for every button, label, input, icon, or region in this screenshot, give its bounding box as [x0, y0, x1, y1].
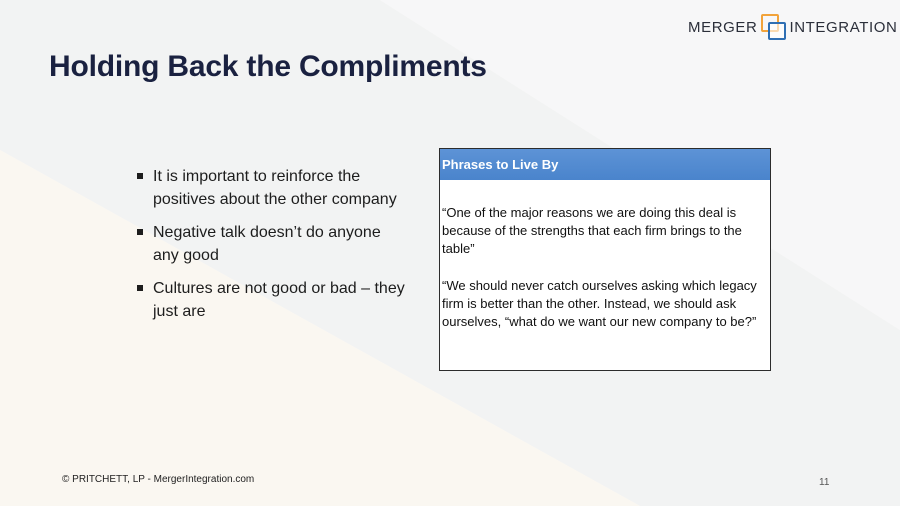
bullet-text: Negative talk doesn’t do anyone any good	[153, 224, 381, 264]
slide-title: Holding Back the Compliments	[49, 50, 487, 83]
bullet-item	[136, 221, 406, 267]
square-bullet-icon	[137, 229, 143, 235]
bullet-item	[136, 165, 406, 211]
bullet-item	[136, 277, 406, 323]
phrases-box	[439, 148, 771, 371]
bullet-list	[136, 165, 406, 333]
phrases-box-header: Phrases to Live By	[440, 149, 770, 180]
square-bullet-icon	[137, 173, 143, 179]
logo-integration-text: INTEGRATION	[789, 18, 898, 36]
bullet-text: It is important to reinforce the positives about the other company	[153, 168, 397, 208]
bullet-text: Cultures are not good or bad – they just are	[153, 280, 405, 320]
page-number: 11	[819, 477, 830, 488]
footer-copyright: © PRITCHETT, LP - MergerIntegration.com	[62, 474, 255, 485]
quote-text: “We should never catch ourselves asking which legacy firm is better than the other. Instead, we should ask ourselves, “what do we want our new company to be?”	[442, 278, 757, 329]
quote-text: “One of the major reasons we are doing this deal is because of the strengths that each firm brings to the table”	[442, 205, 742, 256]
phrases-box-body	[440, 180, 770, 331]
logo-merger-text: MERGER	[688, 18, 758, 36]
company-logo	[688, 13, 897, 41]
interlocking-squares-icon	[761, 14, 785, 40]
square-bullet-icon	[137, 285, 143, 291]
